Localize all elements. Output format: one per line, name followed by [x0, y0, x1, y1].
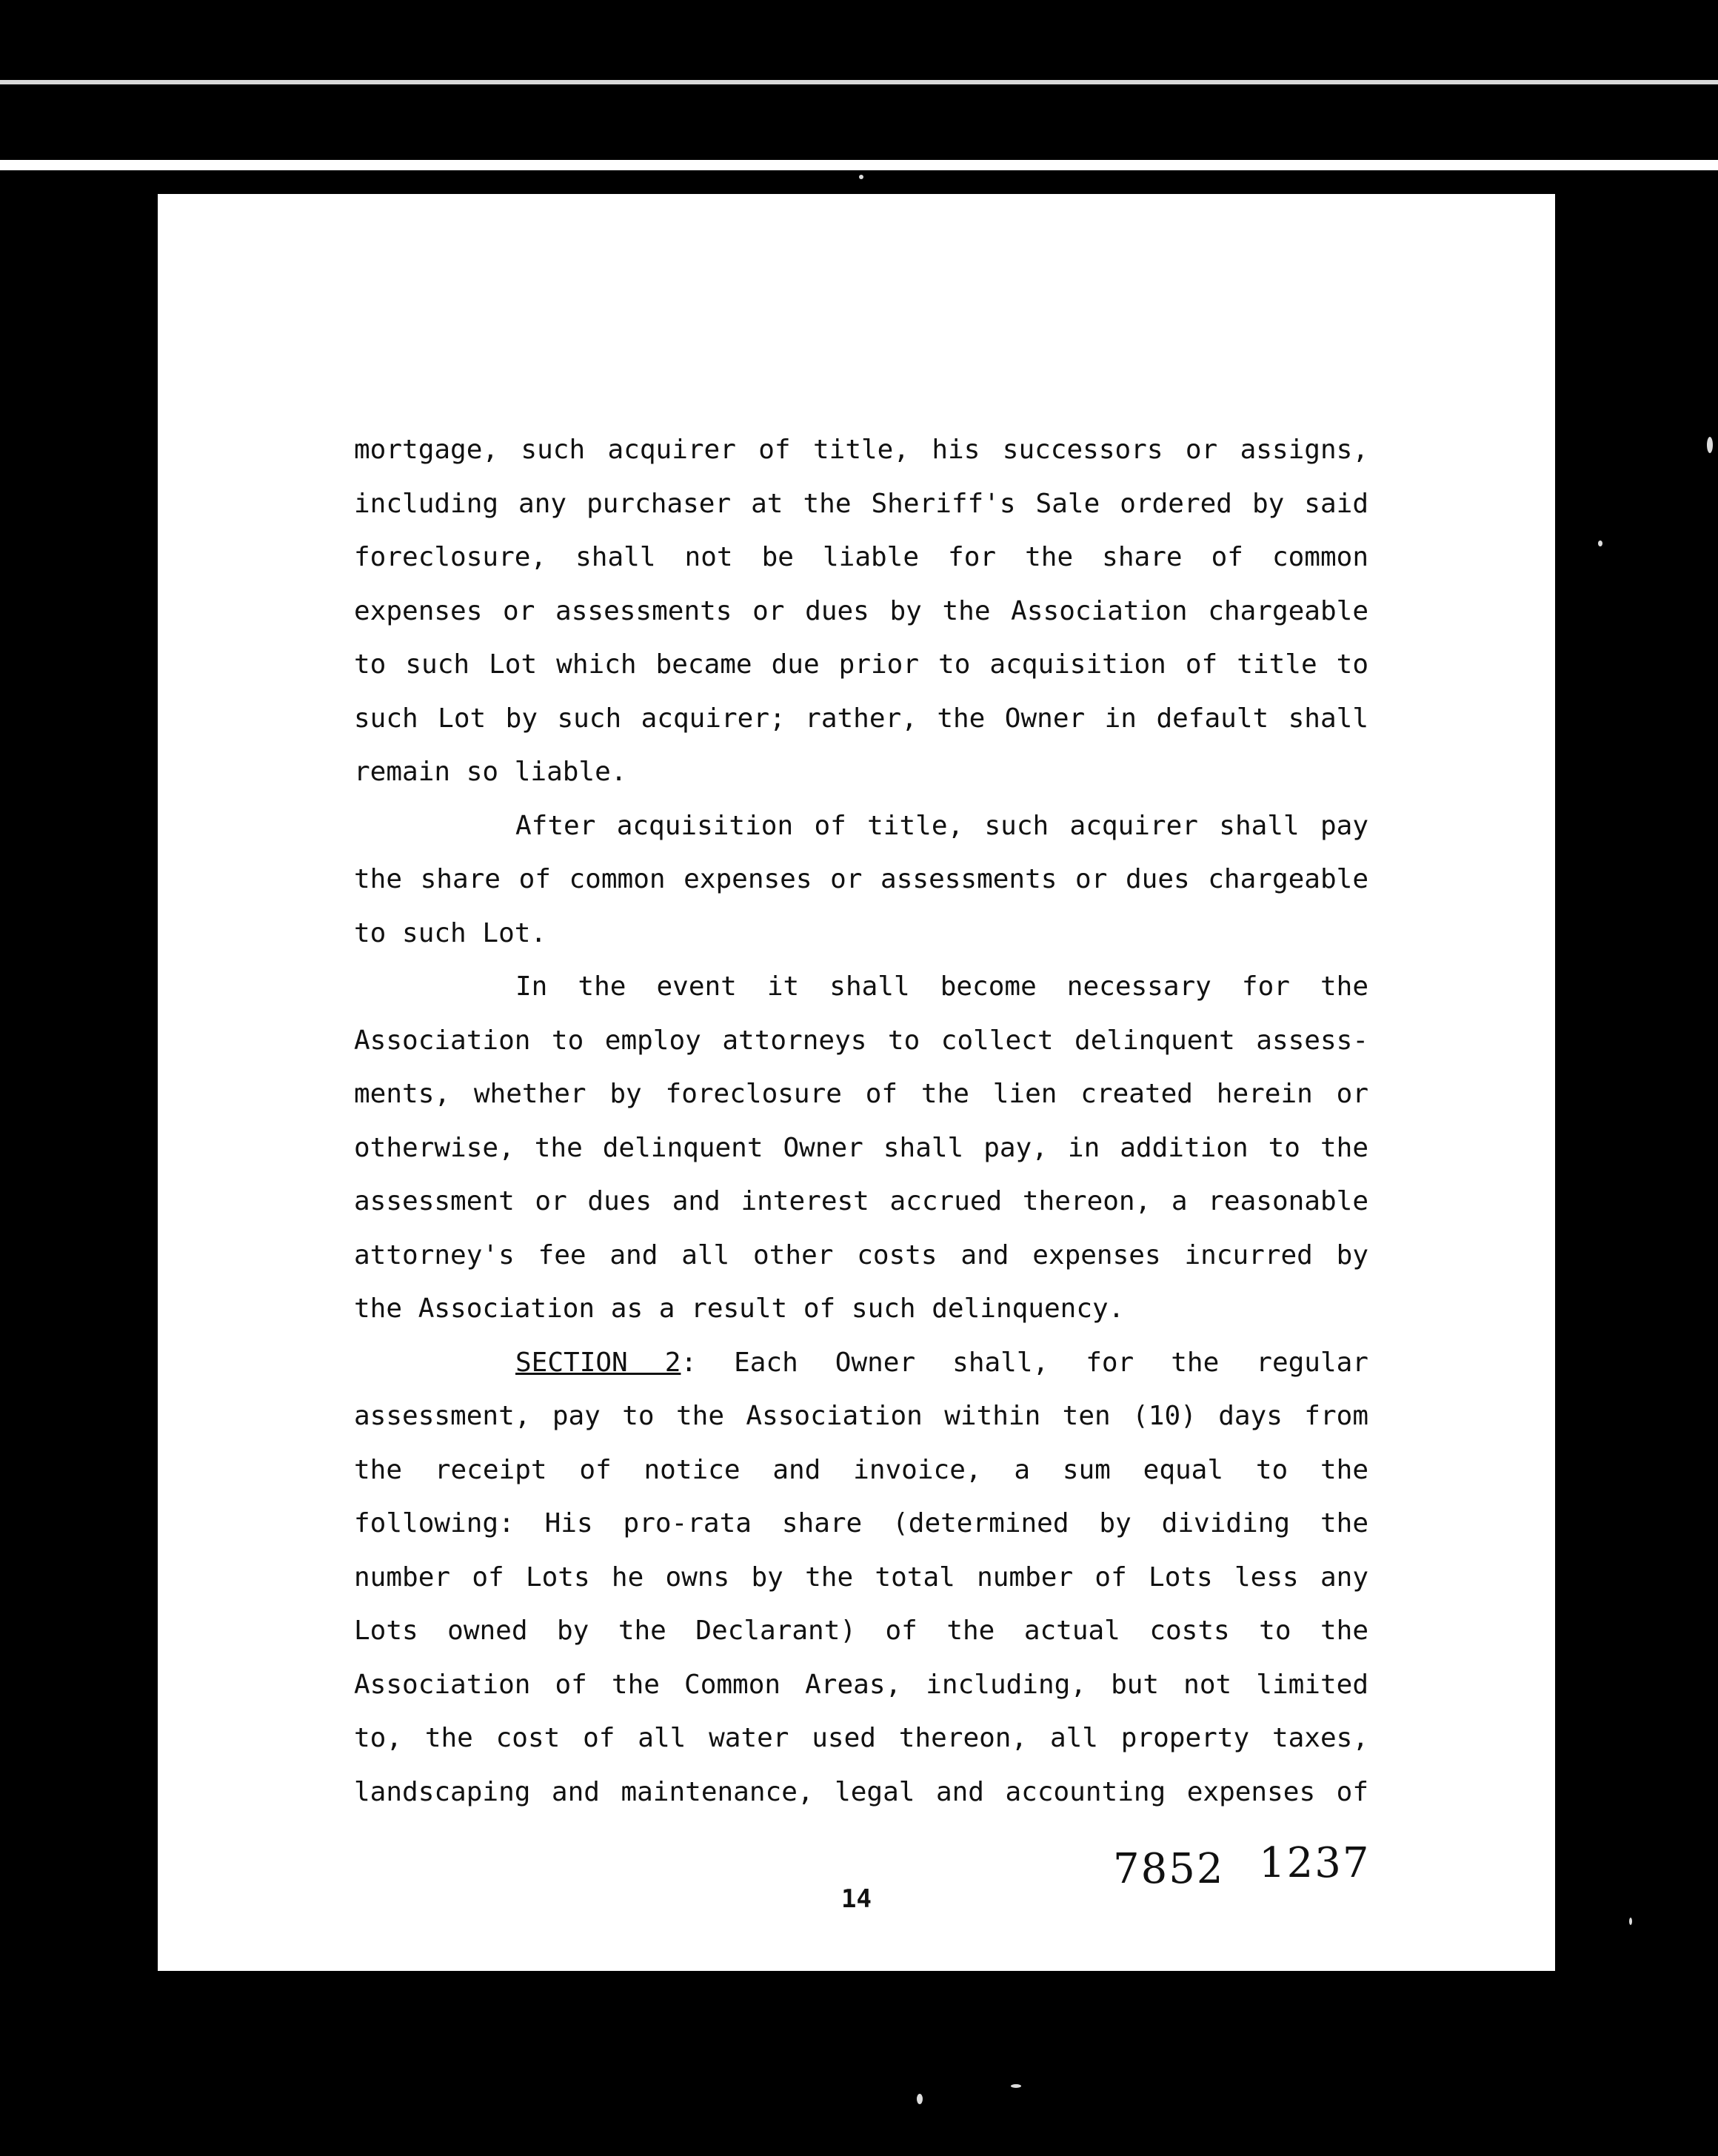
- body-line: including any purchaser at the Sheriff's Sale ordered by said: [354, 488, 1368, 519]
- body-line: assessment or dues and interest accrued thereon, a reasonable: [354, 1186, 1368, 1216]
- body-line: to such Lot which became due prior to acquisition of title to: [354, 649, 1368, 680]
- body-line: the receipt of notice and invoice, a sum equal to the: [354, 1454, 1368, 1485]
- body-line: following: His pro-rata share (determined by dividing the: [354, 1508, 1368, 1539]
- body-line: landscaping and maintenance, legal and accounting expenses of: [354, 1776, 1368, 1807]
- scan-edge-top: [0, 80, 1718, 84]
- body-line: assessment, pay to the Association within ten (10) days from: [354, 1401, 1368, 1431]
- section-label: SECTION 2: [515, 1347, 681, 1378]
- body-line: to, the cost of all water used thereon, all property taxes,: [354, 1723, 1368, 1753]
- scan-speck: [1707, 437, 1713, 453]
- scan-speck: [859, 175, 863, 179]
- scan-speck: [1598, 540, 1602, 546]
- scan-speck: [1011, 2084, 1021, 2088]
- body-line: ments, whether by foreclosure of the lien created herein or: [354, 1079, 1368, 1109]
- body-line: attorney's fee and all other costs and expenses incurred by: [354, 1239, 1368, 1270]
- body-line: In the event it shall become necessary for the: [515, 971, 1368, 1002]
- page-number: 14: [841, 1884, 872, 1914]
- body-line: the share of common expenses or assessments or dues chargeable: [354, 864, 1368, 894]
- body-line: to such Lot.: [354, 917, 547, 948]
- body-line: Association to employ attorneys to collect delinquent assess-: [354, 1025, 1368, 1056]
- document-body: [354, 424, 1368, 1819]
- body-line: otherwise, the delinquent Owner shall pay, in addition to the: [354, 1132, 1368, 1163]
- scan-speck: [1629, 1918, 1632, 1925]
- body-line: After acquisition of title, such acquirer shall pay: [515, 810, 1368, 841]
- body-line: number of Lots he owns by the total number of Lots less any: [354, 1561, 1368, 1593]
- body-line: remain so liable.: [354, 757, 627, 787]
- recording-book-number: 7852: [1113, 1845, 1225, 1893]
- recording-page-number: 1237: [1259, 1839, 1371, 1887]
- body-line: expenses or assessments or dues by the Association chargeable: [354, 595, 1368, 626]
- scan-edge-middle: [0, 160, 1718, 170]
- section-heading-text: : Each Owner shall, for the regular: [681, 1347, 1368, 1378]
- document-page: [158, 194, 1555, 1971]
- body-line: Association of the Common Areas, including, but not limited: [354, 1669, 1368, 1700]
- scan-speck: [917, 2094, 923, 2104]
- body-line: such Lot by such acquirer; rather, the Owner in default shall: [354, 703, 1368, 734]
- body-line: the Association as a result of such delinquency.: [354, 1293, 1125, 1324]
- section-heading-line: [354, 1336, 1368, 1390]
- body-line: Lots owned by the Declarant) of the actual costs to the: [354, 1616, 1368, 1646]
- body-line: foreclosure, shall not be liable for the share of common: [354, 542, 1368, 572]
- body-line: mortgage, such acquirer of title, his successors or assigns,: [354, 435, 1368, 465]
